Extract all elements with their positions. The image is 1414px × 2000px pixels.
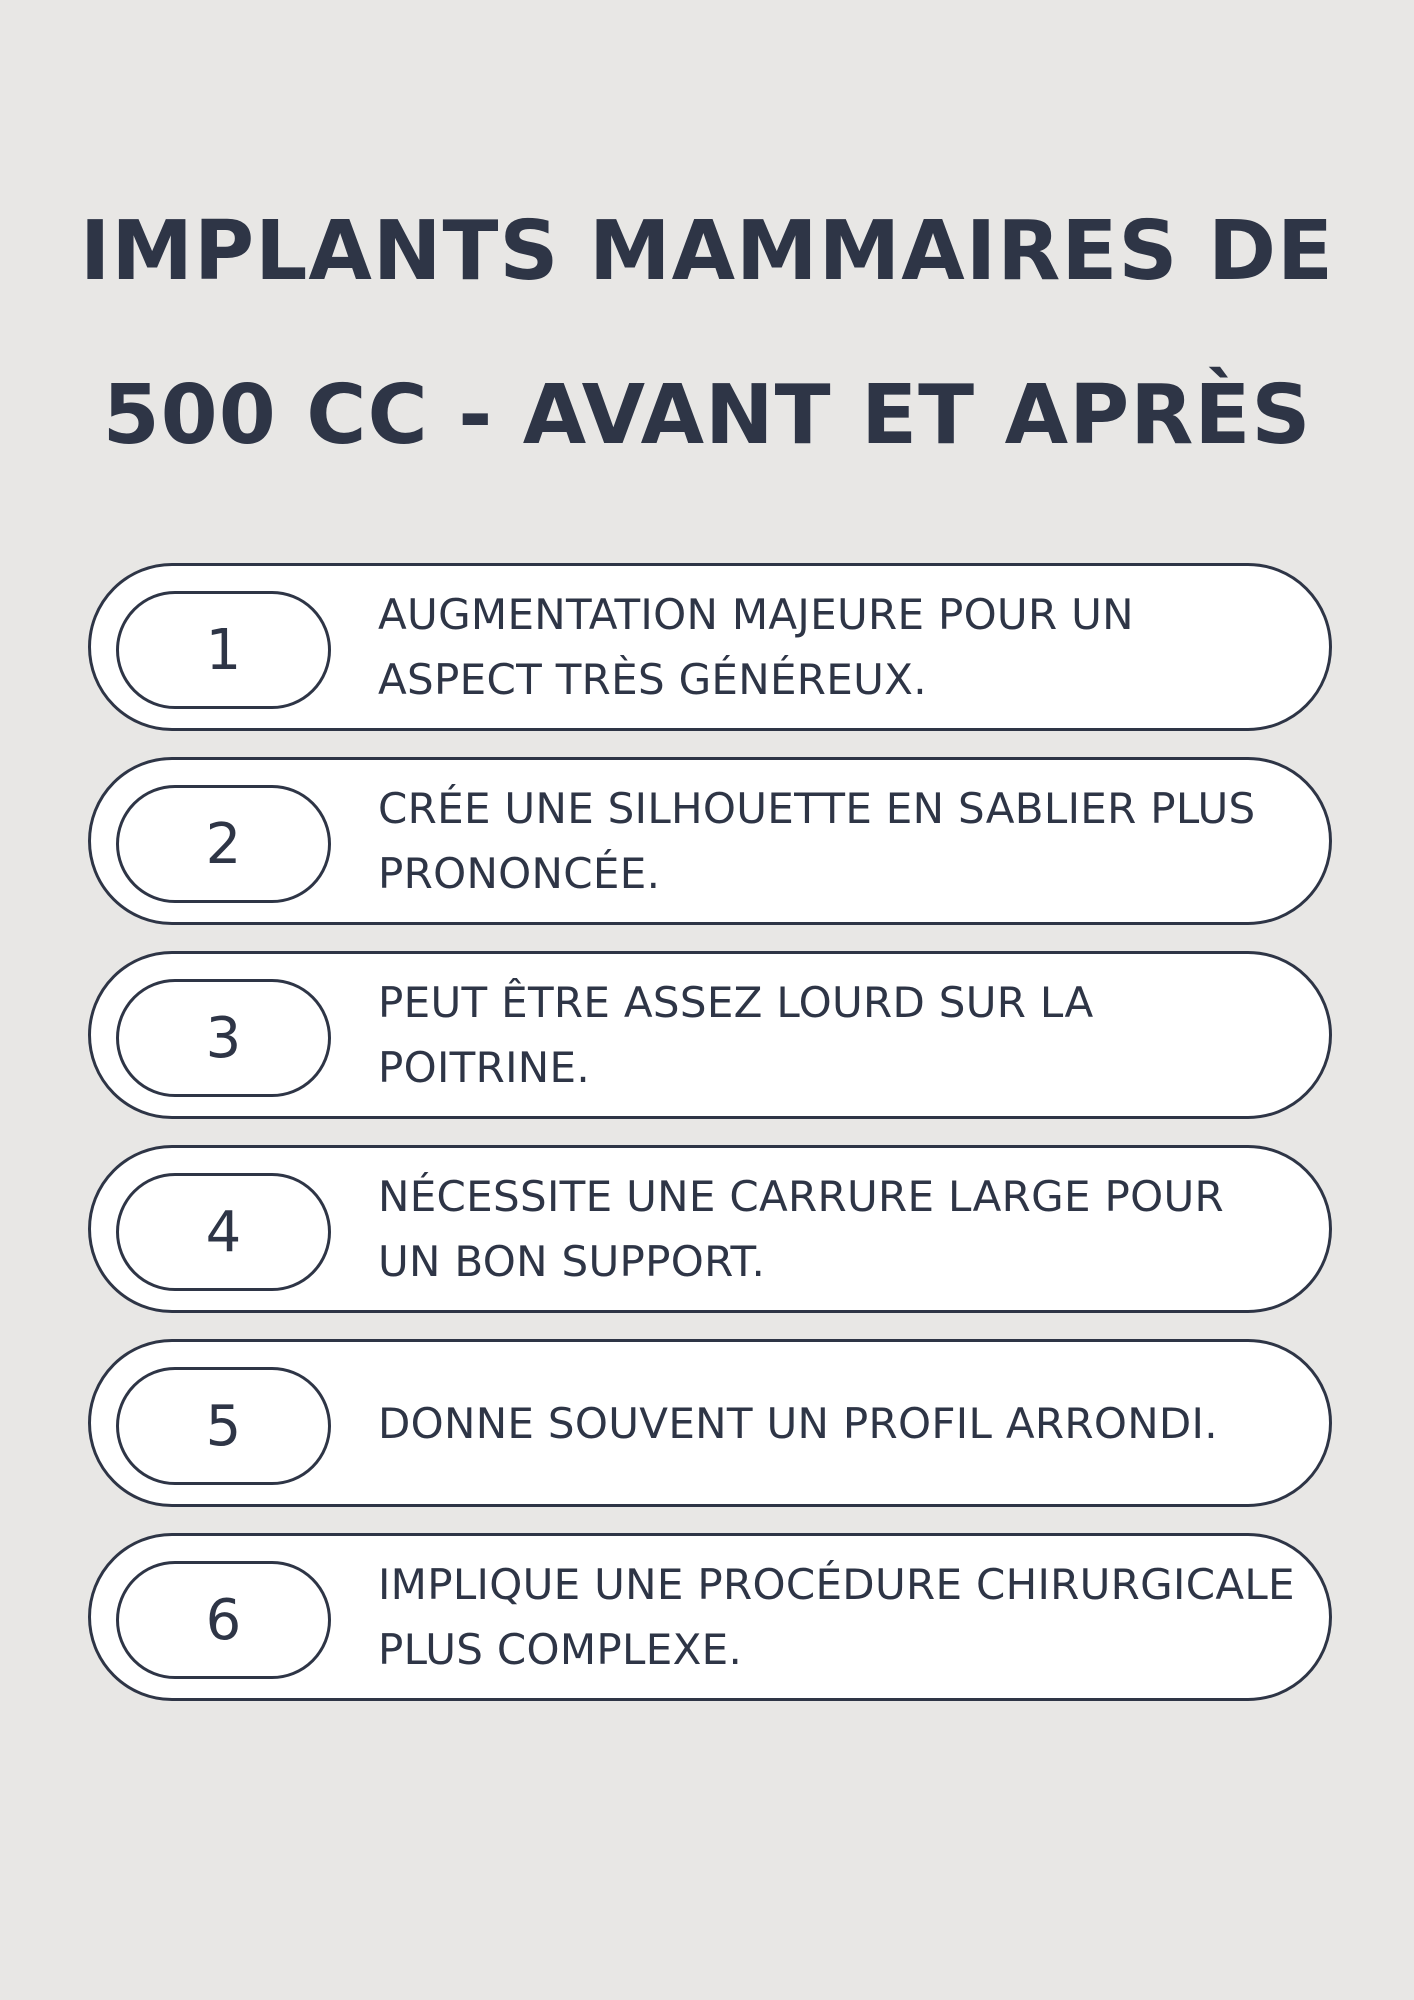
page-title	[0, 170, 1414, 498]
item-text: IMPLIQUE UNE PROCÉDURE CHIRURGICALE PLUS COMPLEXE.	[378, 1560, 1295, 1674]
item-text: NÉCESSITE UNE CARRURE LARGE POUR UN BON SUPPORT.	[378, 1172, 1224, 1286]
item-number-badge: 6	[116, 1561, 331, 1679]
page-title-line-2: 500 CC - AVANT ET APRÈS	[102, 367, 1312, 463]
item-text: AUGMENTATION MAJEURE POUR UN ASPECT TRÈS GÉNÉREUX.	[378, 590, 1134, 704]
item-number-badge: 3	[116, 979, 331, 1097]
list-item-2	[88, 757, 1332, 925]
feature-list	[88, 563, 1332, 1727]
list-item-6	[88, 1533, 1332, 1701]
list-item-4	[88, 1145, 1332, 1313]
item-number-badge: 2	[116, 785, 331, 903]
page-title-line-1: IMPLANTS MAMMAIRES DE	[79, 203, 1335, 299]
item-number-badge: 4	[116, 1173, 331, 1291]
list-item-5	[88, 1339, 1332, 1507]
item-text: PEUT ÊTRE ASSEZ LOURD SUR LA POITRINE.	[378, 978, 1094, 1092]
item-text: CRÉE UNE SILHOUETTE EN SABLIER PLUS PRONONCÉE.	[378, 784, 1256, 898]
list-item-1	[88, 563, 1332, 731]
item-text: DONNE SOUVENT UN PROFIL ARRONDI.	[378, 1398, 1218, 1448]
item-number-badge: 1	[116, 591, 331, 709]
item-number-badge: 5	[116, 1367, 331, 1485]
list-item-3	[88, 951, 1332, 1119]
